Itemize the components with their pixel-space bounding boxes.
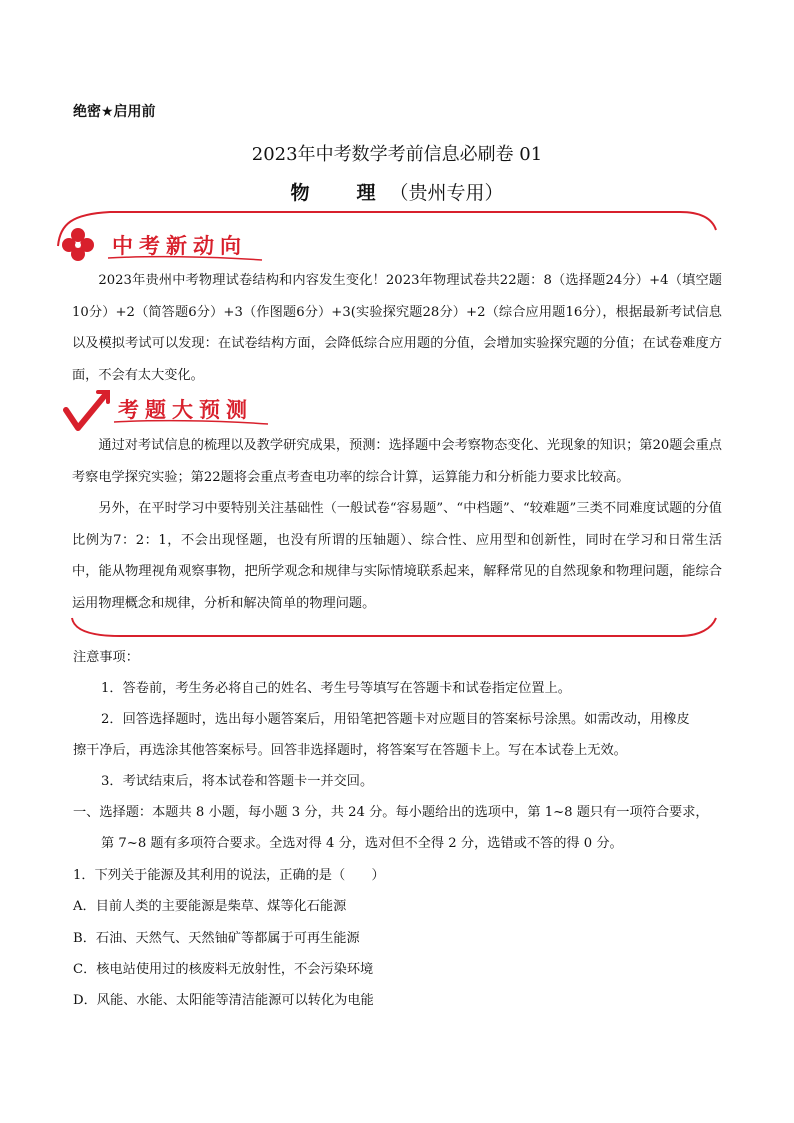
forecast-paragraph-2: 另外，在平时学习中要特别关注基础性（一般试卷“容易题”、“中档题”、“较难题”三类不同难度试题的分值比例为7：2：1，不会出现怪题，也没有所谓的压轴题）、综合性、应用型和创新性，同时在学习和日常生活中，能从物理视角观察事物，把所学观念和规律与实际情境联系起来，解释常见的自然现象和物理问题，能综合运用物理概念和规律，分析和解决简单的物理问题。 — [72, 501, 722, 611]
question-1-option-d: D．风能、水能、太阳能等清洁能源可以转化为电能 — [73, 993, 374, 1008]
trend-heading-underline — [106, 254, 266, 262]
note-item-2-line-2: 擦干净后，再选涂其他答案标号。回答非选择题时，将答案写在答题卡上。写在本试卷上无效。 — [73, 743, 627, 758]
note-item-3: 3．考试结束后，将本试卷和答题卡一并交回。 — [101, 774, 374, 789]
forecast-heading-underline — [112, 418, 272, 426]
four-petal-flower-icon — [60, 226, 108, 262]
bottom-frame-curve — [72, 618, 716, 636]
exam-title: 2023年中考数学考前信息必刷卷 01 — [251, 144, 543, 165]
trend-heading: 中考新动向 — [112, 234, 247, 258]
question-1-stem: 1．下列关于能源及其利用的说法，正确的是（ ） — [73, 868, 385, 883]
note-item-1: 1．答卷前，考生务必将自己的姓名、考生号等填写在答题卡和试卷指定位置上。 — [101, 681, 571, 696]
check-arrow-icon — [62, 388, 110, 434]
confidential-label: 绝密★启用前 — [73, 104, 156, 120]
question-1-option-a: A．目前人类的主要能源是柴草、煤等化石能源 — [73, 899, 347, 914]
note-item-2-line-1: 2．回答选择题时，选出每小题答案后，用铅笔把答题卡对应题目的答案标号涂黑。如需改动，用橡皮 — [101, 712, 690, 727]
section-one-instructions-line-2: 第 7~8 题有多项符合要求。全选对得 4 分，选对但不全得 2 分，选错或不答的得 0 分。 — [101, 836, 623, 851]
forecast-paragraph-1: 通过对考试信息的梳理以及教学研究成果，预测：选择题中会考察物态变化、光现象的知识；第20题会重点考察电学探究实验；第22题将会重点考查电功率的综合计算，运算能力和分析能力要求比较高。 — [72, 438, 722, 485]
subject-name: 物 理 — [290, 182, 390, 204]
question-1-option-c: C．核电站使用过的核废料无放射性，不会污染环境 — [73, 962, 374, 977]
subject-region: （贵州专用） — [389, 182, 504, 204]
question-1-option-b: B．石油、天然气、天然铀矿等都属于可再生能源 — [73, 931, 360, 946]
subject-title — [0, 178, 794, 205]
forecast-heading: 考题大预测 — [118, 398, 253, 422]
notes-title: 注意事项： — [73, 650, 139, 665]
trend-paragraph: 2023年贵州中考物理试卷结构和内容发生变化！2023年物理试卷共22题：8（选择题24分）+4（填空题10分）+2（简答题6分）+3（作图题6分）+3(实验探究题28分）+2（综合应用题16分），根据最新考试信息以及模拟考试可以发现：在试卷结构方面，会降低综合应用题的分值，会增加实验探究题的分值；在试卷难度方面，不会有太大变化。 — [72, 273, 722, 383]
section-one-instructions-line-1: 一、选择题：本题共 8 小题，每小题 3 分，共 24 分。每小题给出的选项中，第 1~8 题只有一项符合要求， — [73, 805, 709, 820]
